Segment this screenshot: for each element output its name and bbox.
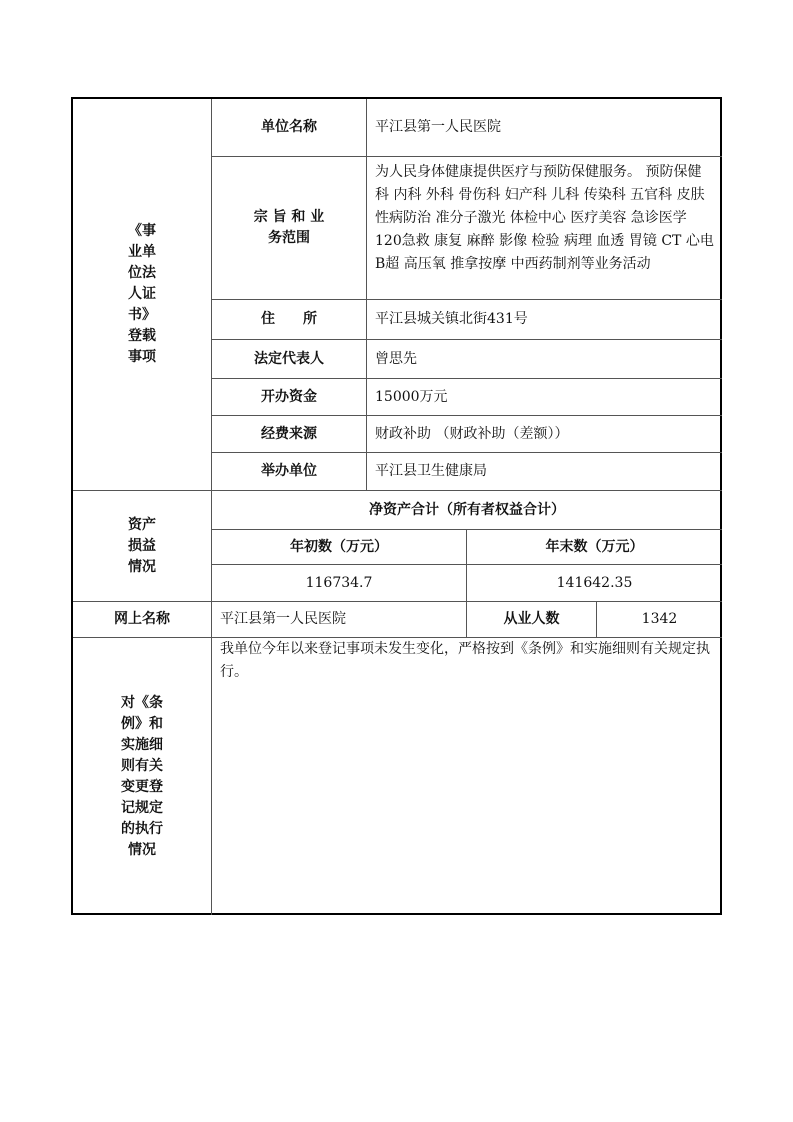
value-address: 平江县城关镇北街431号 xyxy=(367,300,722,340)
label-funding: 经费来源 xyxy=(212,416,367,453)
label-legal-rep: 法定代表人 xyxy=(212,340,367,379)
value-staff-count: 1342 xyxy=(597,602,722,638)
label-web-name: 网上名称 xyxy=(73,602,212,638)
value-unit-name: 平江县第一人民医院 xyxy=(367,99,722,157)
compliance-title: 对《条例》和实施细则有关变更登记规定的执行情况 xyxy=(120,694,163,858)
report-table xyxy=(71,97,722,915)
label-capital: 开办资金 xyxy=(212,379,367,416)
assets-section-label xyxy=(73,491,212,602)
end-year-header: 年末数（万元） xyxy=(467,530,722,565)
start-year-header: 年初数（万元） xyxy=(212,530,467,565)
value-purpose-scope: 为人民身体健康提供医疗与预防保健服务。 预防保健科 内科 外科 骨伤科 妇产科 儿科 传染科 五官科 皮肤性病防治 准分子激光 体检中心 医疗美容 急诊医学 120急救 康复 麻醉 影像 检验 病理 血透 胃镜 CT 心电B超 高压氧 推拿按摩 中西药制剂等业务活动 xyxy=(367,157,722,300)
label-sponsor: 举办单位 xyxy=(212,453,367,491)
label-address: 住 所 xyxy=(212,300,367,340)
registration-title: 《事业单位法人证书》登载事项 xyxy=(127,223,156,365)
start-year-value: 116734.7 xyxy=(212,565,467,602)
label-unit-name: 单位名称 xyxy=(212,99,367,157)
value-capital: 15000万元 xyxy=(367,379,722,416)
compliance-text: 我单位今年以来登记事项未发生变化，严格按到《条例》和实施细则有关规定执行。 xyxy=(220,641,710,680)
registration-section-label xyxy=(73,99,212,491)
assets-title: 资产损益情况 xyxy=(127,516,156,575)
label-staff-count: 从业人数 xyxy=(467,602,597,638)
label-purpose-scope: 宗 旨 和 业务范围 xyxy=(212,157,367,300)
value-legal-rep: 曾思先 xyxy=(367,340,722,379)
compliance-section-label xyxy=(73,638,212,915)
value-web-name: 平江县第一人民医院 xyxy=(212,602,467,638)
value-funding: 财政补助 （财政补助（差额）） xyxy=(367,416,722,453)
end-year-value: 141642.35 xyxy=(467,565,722,602)
net-assets-header: 净资产合计（所有者权益合计） xyxy=(212,491,722,530)
value-sponsor: 平江县卫生健康局 xyxy=(367,453,722,491)
